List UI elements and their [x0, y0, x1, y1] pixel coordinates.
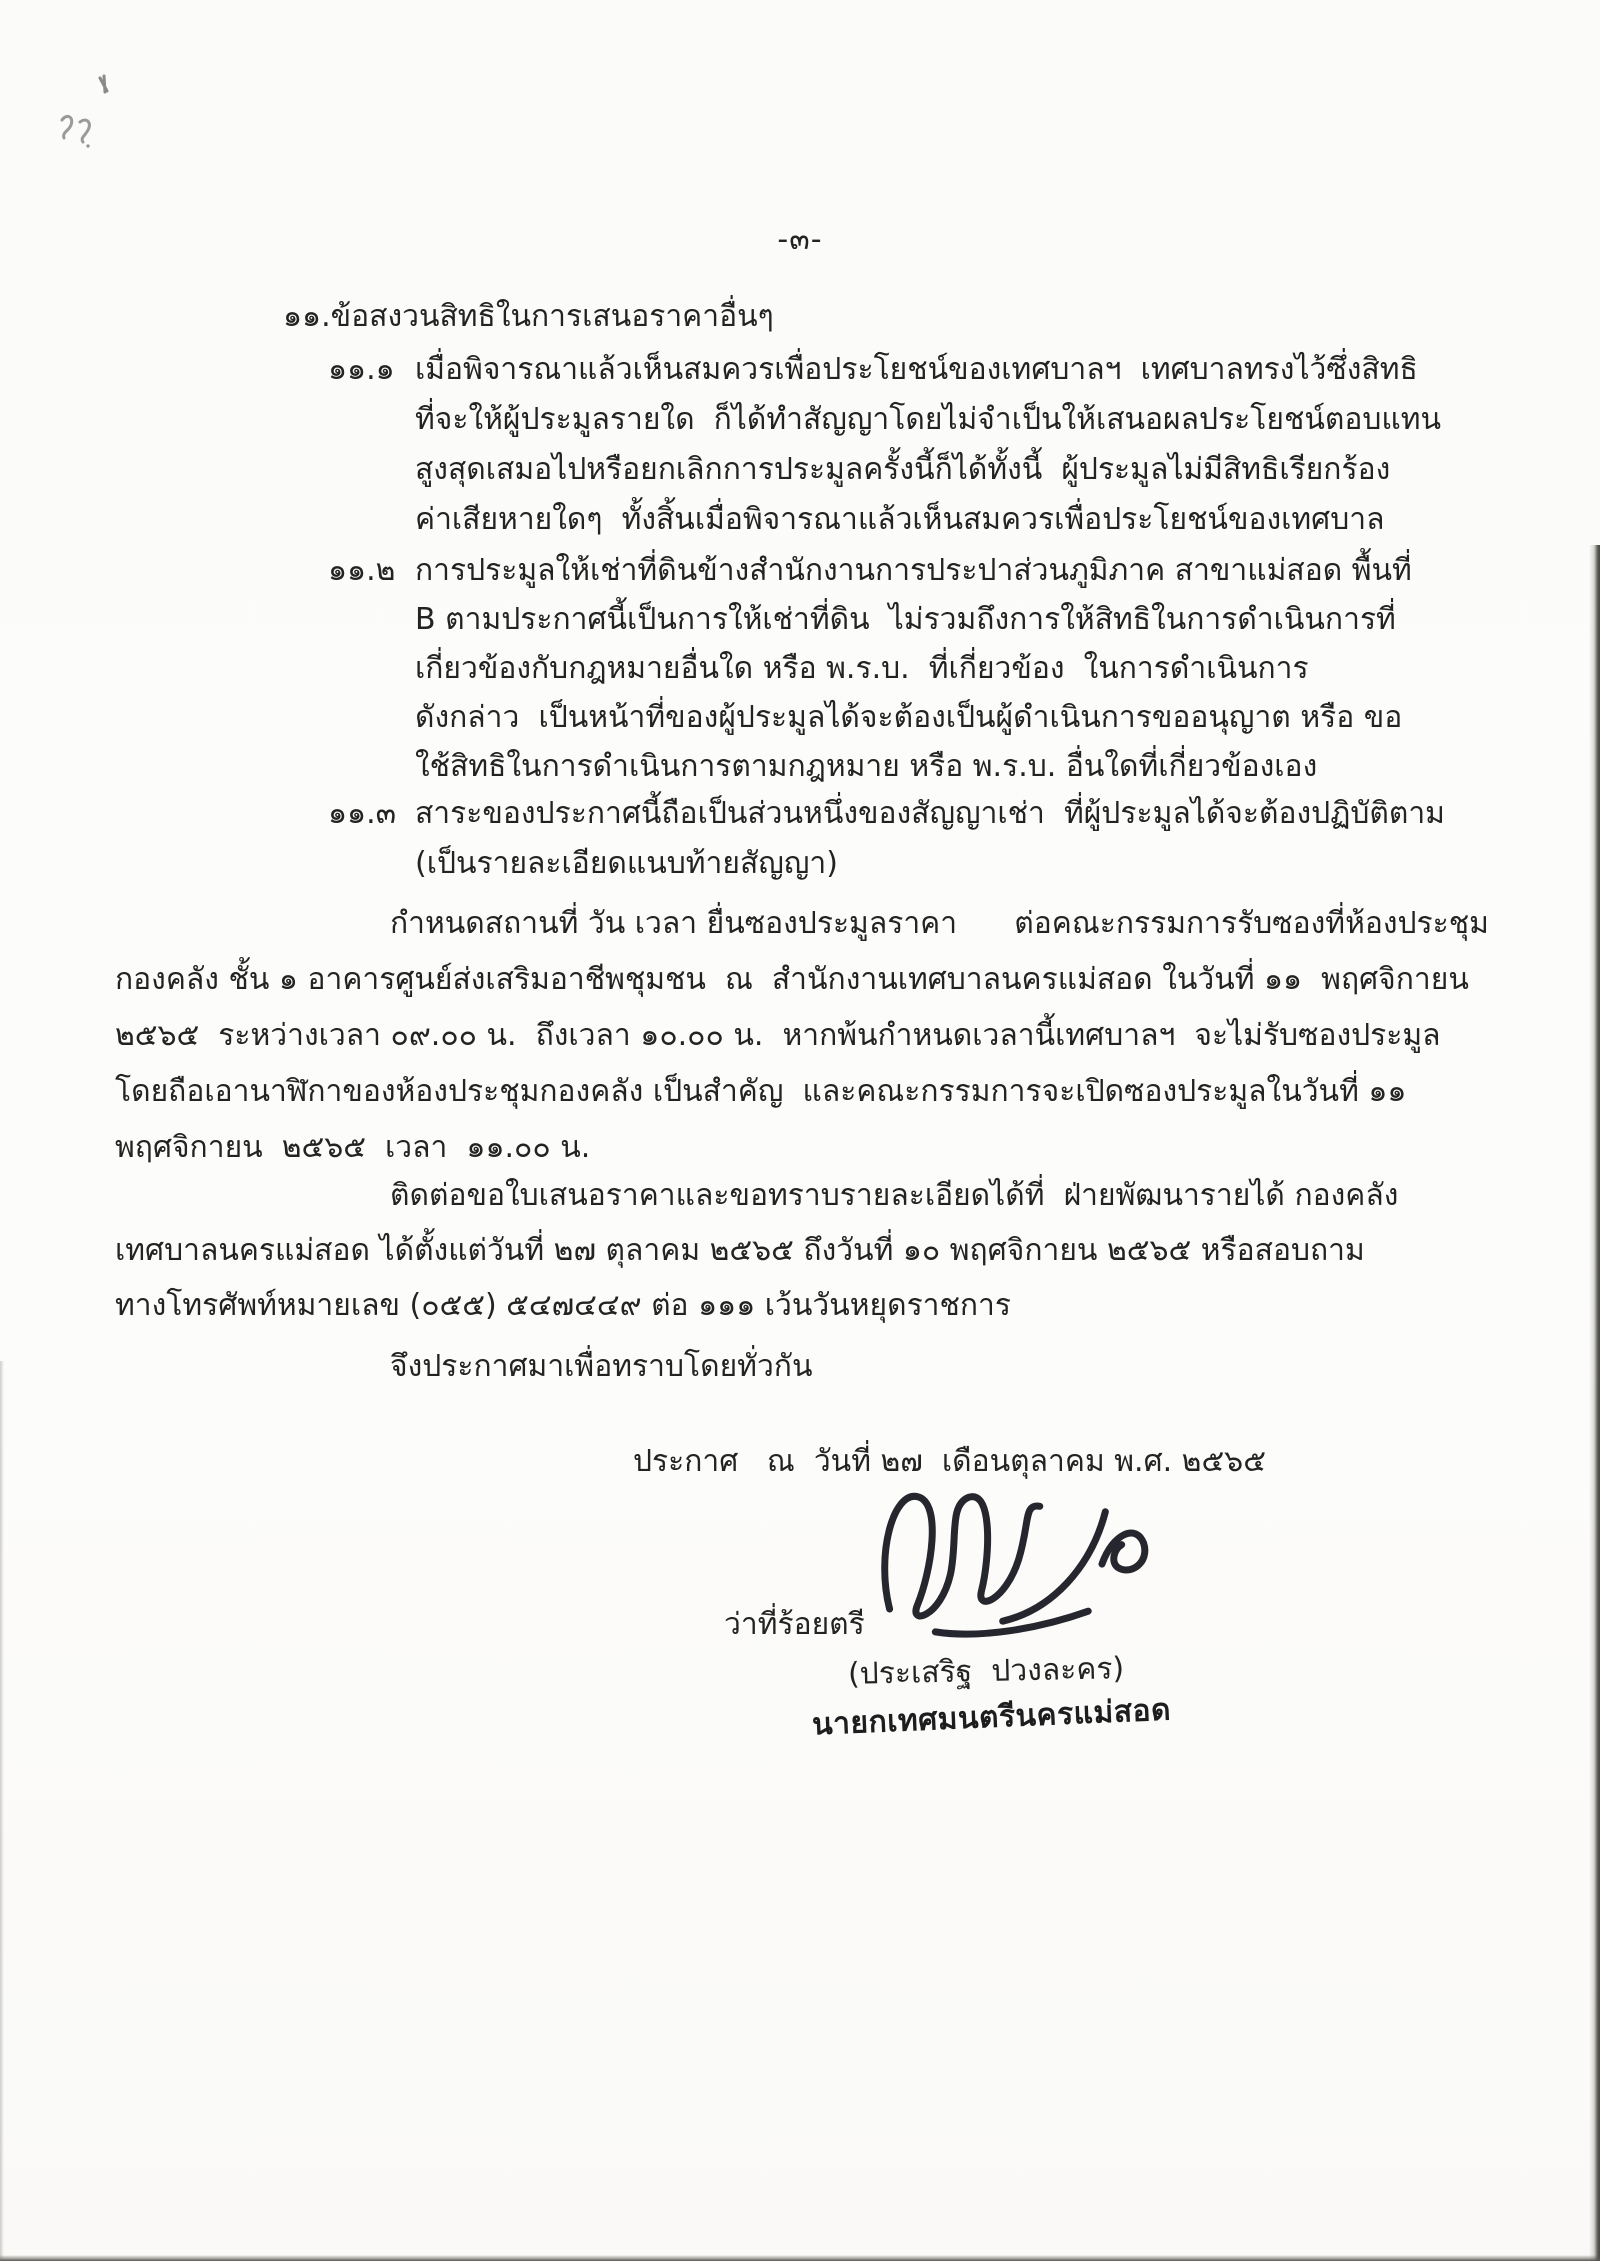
paragraph-line: กำหนดสถานที่ วัน เวลา ยื่นซองประมูลราคา ต่อคณะกรรมการรับซองที่ห้องประชุม [390, 906, 1489, 941]
clause-line: B ตามประกาศนี้เป็นการให้เช่าที่ดิน ไม่รวมถึงการให้สิทธิในการดำเนินการที่ [415, 602, 1396, 637]
paragraph-line: โดยถือเอานาฬิกาของห้องประชุมกองคลัง เป็นสำคัญ และคณะกรรมการจะเปิดซองประมูลในวันที่ ๑๑ [115, 1074, 1407, 1109]
paragraph-line: พฤศจิกายน ๒๕๖๕ เวลา ๑๑.๐๐ น. [115, 1130, 591, 1165]
contact-info-paragraph [115, 1168, 1515, 1333]
clause-line: การประมูลให้เช่าที่ดินข้างสำนักงานการประปาส่วนภูมิภาค สาขาแม่สอด พื้นที่ [415, 553, 1412, 588]
page-number: -๓- [777, 222, 823, 257]
clause-number: ๑๑.๒ [328, 553, 396, 588]
clause-line: ดังกล่าว เป็นหน้าที่ของผู้ประมูลได้จะต้องเป็นผู้ดำเนินการขออนุญาต หรือ ขอ [415, 700, 1403, 735]
paragraph-line: เทศบาลนครแม่สอด ได้ตั้งแต่วันที่ ๒๗ ตุลาคม ๒๕๖๕ ถึงวันที่ ๑๐ พฤศจิกายน ๒๕๖๕ หรือสอบถาม [115, 1233, 1365, 1268]
clause-11-2 [328, 546, 1412, 791]
paragraph-line: กองคลัง ชั้น ๑ อาคารศูนย์ส่งเสริมอาชีพชุมชน ณ สำนักงานเทศบาลนครแม่สอด ในวันที่ ๑๑ พฤศจิกายน [115, 962, 1469, 997]
scan-edge-right [1589, 545, 1600, 2261]
signer-name: (ประเสริฐ ปวงละคร) [847, 1651, 1125, 1692]
paragraph-line: ทางโทรศัพท์หมายเลข (๐๕๕) ๕๔๗๔๔๙ ต่อ ๑๑๑ เว้นวันหยุดราชการ [115, 1288, 1012, 1323]
scan-edge-bottom [0, 2255, 1600, 2261]
clause-11-1 [328, 345, 1441, 545]
closing-statement: จึงประกาศมาเพื่อทราบโดยทั่วกัน [390, 1349, 813, 1384]
signer-rank: ว่าที่ร้อยตรี [724, 1607, 865, 1642]
announcement-date-line: ประกาศ ณ วันที่ ๒๗ เดือนตุลาคม พ.ศ. ๒๕๖๕ [633, 1444, 1266, 1479]
signature-handwriting [852, 1448, 1182, 1658]
clause-line: เกี่ยวข้องกับกฎหมายอื่นใด หรือ พ.ร.บ. ที่เกี่ยวข้อง ในการดำเนินการ [415, 651, 1309, 686]
signer-position: นายกเทศมนตรีนครแม่สอด [811, 1692, 1172, 1743]
submission-details-paragraph [115, 896, 1515, 1176]
clause-line: เมื่อพิจารณาแล้วเห็นสมควรเพื่อประโยชน์ของเทศบาลฯ เทศบาลทรงไว้ซึ่งสิทธิ [415, 352, 1418, 387]
clause-line: (เป็นรายละเอียดแนบท้ายสัญญา) [415, 846, 838, 881]
clause-text [415, 789, 1445, 889]
clause-line: ที่จะให้ผู้ประมูลรายใด ก็ได้ทำสัญญาโดยไม่จำเป็นให้เสนอผลประโยชน์ตอบแทน [415, 402, 1442, 437]
clause-line: สูงสุดเสมอไปหรือยกเลิกการประมูลครั้งนี้ก็ได้ทั้งนี้ ผู้ประมูลไม่มีสิทธิเรียกร้อง [415, 452, 1391, 487]
paragraph-line: ติดต่อขอใบเสนอราคาและขอทราบรายละเอียดได้ที่ ฝ่ายพัฒนารายได้ กองคลัง [390, 1178, 1399, 1213]
pencil-mark-artifact [48, 68, 158, 158]
clause-11-3 [328, 789, 1445, 889]
clause-text [415, 546, 1412, 791]
clause-number: ๑๑.๑ [328, 352, 395, 387]
clause-line: ใช้สิทธิในการดำเนินการตามกฎหมาย หรือ พ.ร.บ. อื่นใดที่เกี่ยวข้องเอง [415, 749, 1318, 784]
section-11-heading: ๑๑.ข้อสงวนสิทธิในการเสนอราคาอื่นๆ [283, 299, 774, 334]
scan-edge-left [0, 1361, 4, 2261]
paragraph-line: ๒๕๖๕ ระหว่างเวลา ๐๙.๐๐ น. ถึงเวลา ๑๐.๐๐ น. หากพ้นกำหนดเวลานี้เทศบาลฯ จะไม่รับซองประมูล [115, 1018, 1441, 1053]
clause-line: สาระของประกาศนี้ถือเป็นส่วนหนึ่งของสัญญาเช่า ที่ผู้ประมูลได้จะต้องปฏิบัติตาม [415, 796, 1445, 831]
clause-line: ค่าเสียหายใดๆ ทั้งสิ้นเมื่อพิจารณาแล้วเห็นสมควรเพื่อประโยชน์ของเทศบาล [415, 502, 1385, 537]
clause-text [415, 345, 1441, 545]
clause-number: ๑๑.๓ [328, 796, 397, 831]
